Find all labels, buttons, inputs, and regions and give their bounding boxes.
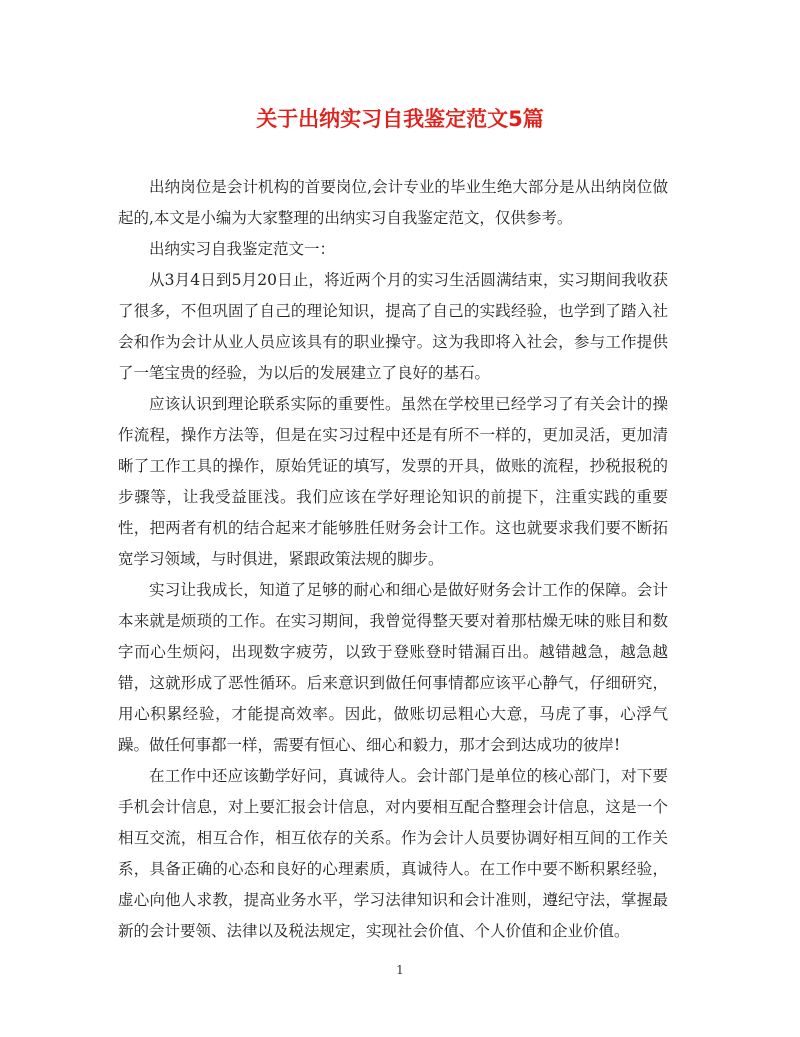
paragraph-intro: 出纳岗位是会计机构的首要岗位,会计专业的毕业生绝大部分是从出纳岗位做起的,本文是小编为大家整理的出纳实习自我鉴定范文，仅供参考。 [118, 178, 668, 227]
paragraph: 实习让我成长，知道了足够的耐心和细心是做好财务会计工作的保障。会计本来就是烦琐的工作。在实习期间，我曾觉得整天要对着那枯燥无味的账目和数字而心生烦闷，出现数字疲劳，以致于登账登时错漏百出。越错越急，越急越错，这就形成了恶性循环。后来意识到做任何事情都应该平心静气，仔细研究，用心积累经验，才能提高效率。因此，做账切忌粗心大意，马虎了事，心浮气躁。做任何事都一样，需要有恒心、细心和毅力，那才会到达成功的彼岸! [118, 581, 668, 754]
document-title: 关于出纳实习自我鉴定范文5篇 [256, 107, 544, 131]
page-number: 1 [396, 963, 404, 977]
document-body [118, 172, 668, 947]
paragraph: 从3月4日到5月20日止，将近两个月的实习生活圆满结束，实习期间我收获了很多，不但巩固了自己的理论知识，提高了自己的实践经验，也学到了踏入社会和作为会计从业人员应该具有的职业操守。这为我即将入社会，参与工作提供了一笔宝贵的经验，为以后的发展建立了良好的基石。 [118, 271, 668, 382]
paragraph: 应该认识到理论联系实际的重要性。虽然在学校里已经学习了有关会计的操作流程，操作方法等，但是在实习过程中还是有所不一样的，更加灵活，更加清晰了工作工具的操作，原始凭证的填写，发票的开具，做账的流程，抄税报税的步骤等，让我受益匪浅。我们应该在学好理论知识的前提下，注重实践的重要性，把两者有机的结合起来才能够胜任财务会计工作。这也就要求我们要不断拓宽学习领域，与时俱进，紧跟政策法规的脚步。 [118, 395, 668, 568]
paragraph-section-heading: 出纳实习自我鉴定范文一： [149, 240, 336, 258]
paragraph: 在工作中还应该勤学好问，真诚待人。会计部门是单位的核心部门，对下要手机会计信息，对上要汇报会计信息，对内要相互配合整理会计信息，这是一个相互交流，相互合作，相互依存的关系。作为会计人员要协调好相互间的工作关系，具备正确的心态和良好的心理素质，真诚待人。在工作中要不断积累经验，虚心向他人求教，提高业务水平，学习法律知识和会计准则，遵纪守法，掌握最新的会计要领、法律以及税法规定，实现社会价值、个人价值和企业价值。 [118, 767, 668, 940]
